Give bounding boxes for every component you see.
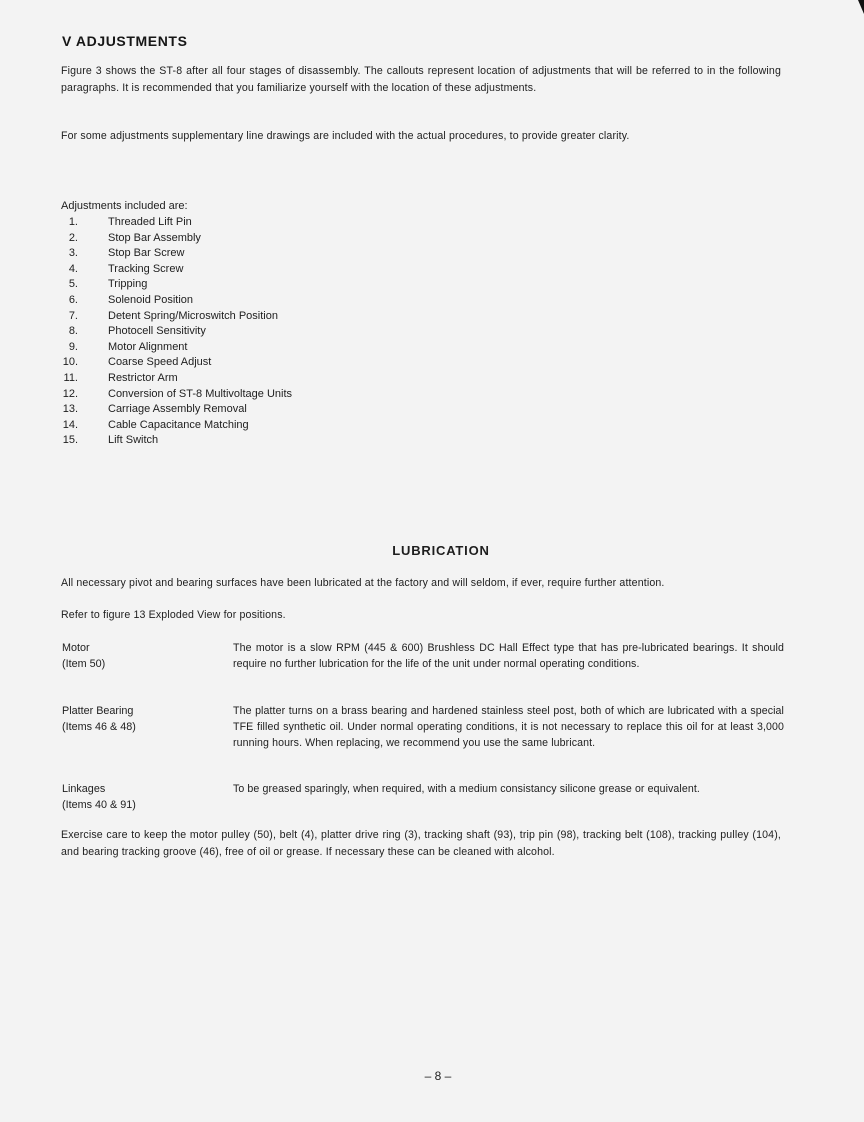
adjustment-number: 1. (68, 216, 78, 228)
adjustment-number: 8. (68, 325, 78, 338)
row-label-name: Motor (62, 642, 90, 654)
row-label-items: (Items 40 & 91) (62, 799, 136, 811)
adjustment-number: 6. (68, 293, 78, 306)
row-label-items: (Items 46 & 48) (62, 721, 136, 733)
page-number: – 8 – (424, 1069, 452, 1083)
adjustment-text: Tripping (108, 278, 148, 291)
adjustment-number: 5. (68, 278, 78, 291)
adjustment-number: 4. (68, 262, 78, 275)
adjustment-text: Conversion of ST-8 Multivoltage Units (108, 387, 293, 400)
adjustment-text: Threaded Lift Pin (108, 216, 192, 228)
adjustment-text: Carriage Assembly Removal (108, 403, 247, 416)
row-label-name: Linkages (62, 783, 106, 795)
lubrication-refer: Refer to figure 13 Exploded View for positions. (61, 609, 286, 621)
row-description: To be greased sparingly, when required, with a medium consistancy silicone grease or equivalent. (233, 783, 700, 795)
adjustments-list-intro: Adjustments included are: (61, 200, 188, 212)
adjustment-text: Lift Switch (108, 434, 159, 447)
lubrication-title: LUBRICATION (392, 543, 490, 558)
scan-corner-mark (858, 0, 864, 14)
adjustment-number: 14. (62, 418, 78, 431)
section-title: V ADJUSTMENTS (62, 33, 188, 49)
adjustment-number: 3. (68, 247, 78, 260)
care-paragraph: Exercise care to keep the motor pulley (50), belt (4), platter drive ring (3), tracking shaft (93), trip pin (98), tracking belt (108), tracking pulley (104), and bearing tracking groove (46), free of oil or grease. If necessary these can be cleaned with alcohol. (61, 829, 781, 858)
adjustment-text: Coarse Speed Adjust (108, 356, 212, 369)
lubrication-intro: All necessary pivot and bearing surfaces have been lubricated at the factory and will seldom, if ever, require further attention. (61, 577, 665, 589)
adjustment-text: Cable Capacitance Matching (108, 418, 249, 431)
row-description: The motor is a slow RPM (445 & 600) Brushless DC Hall Effect type that has pre-lubricated bearings. It should require no further lubrication for the life of the unit under normal operating conditions. (233, 642, 784, 670)
adjustment-number: 9. (68, 340, 78, 353)
row-description: The platter turns on a brass bearing and hardened stainless steel post, both of which are lubricated with a special TFE filled synthetic oil. Under normal operating conditions, it is not necessary to replace this oil for at least 3,000 running hours. When replacing, we recommend you use the same lubricant. (233, 705, 784, 749)
supplement-paragraph: For some adjustments supplementary line drawings are included with the actual procedures, to provide greater clarity. (61, 130, 630, 142)
adjustment-number: 12. (62, 387, 78, 400)
adjustment-text: Restrictor Arm (108, 371, 178, 384)
adjustment-text: Stop Bar Assembly (108, 231, 201, 244)
adjustment-number: 15. (62, 434, 78, 447)
adjustment-number: 11. (63, 371, 78, 384)
row-label-items: (Item 50) (62, 658, 106, 670)
lubrication-row-label (62, 703, 222, 735)
lubrication-row-label (62, 781, 222, 813)
adjustment-text: Stop Bar Screw (108, 247, 185, 260)
adjustment-text: Tracking Screw (108, 262, 184, 275)
adjustment-text: Detent Spring/Microswitch Position (108, 309, 278, 322)
row-label-name: Platter Bearing (62, 705, 134, 717)
adjustment-text: Motor Alignment (108, 340, 188, 353)
adjustment-number: 13. (62, 403, 78, 416)
adjustment-number: 2. (68, 231, 78, 244)
adjustment-number: 10. (62, 356, 78, 369)
adjustment-text: Solenoid Position (108, 293, 194, 306)
intro-paragraph: Figure 3 shows the ST-8 after all four stages of disassembly. The callouts represent location of adjustments that will be referred to in the following paragraphs. It is recommended that you familiarize yourself with the location of these adjustments. (61, 65, 781, 94)
adjustment-text: Photocell Sensitivity (108, 325, 206, 338)
lubrication-row-label (62, 640, 222, 672)
adjustment-number: 7. (68, 309, 78, 322)
